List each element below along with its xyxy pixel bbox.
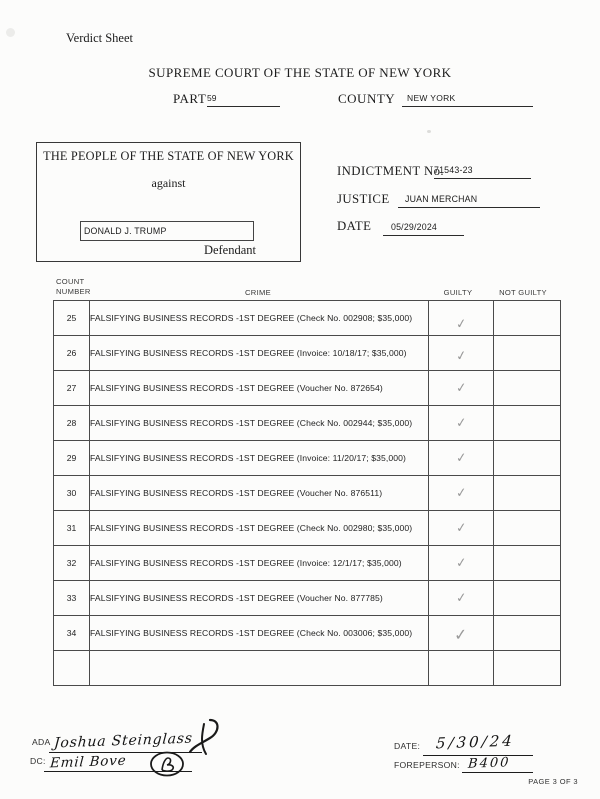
justice-label: JUSTICE (337, 192, 390, 206)
count-cell: 29 (54, 441, 90, 476)
guilty-checkmark-icon: ✓ (454, 347, 468, 365)
foreperson-label: FOREPERSON: (394, 760, 460, 770)
guilty-checkmark-icon: ✓ (454, 554, 468, 572)
guilty-checkmark-icon: ✓ (454, 379, 468, 397)
guilty-checkmark-icon: ✓ (454, 414, 468, 432)
defendant-name: DONALD J. TRUMP (84, 226, 167, 236)
guilty-cell (429, 441, 494, 476)
not-guilty-cell (494, 546, 561, 581)
crime-cell: FALSIFYING BUSINESS RECORDS -1ST DEGREE (Voucher No. 876511) (90, 476, 429, 511)
guilty-cell (429, 406, 494, 441)
guilty-cell (429, 651, 494, 686)
foreperson-line (462, 772, 533, 773)
not-guilty-cell (494, 651, 561, 686)
crime-cell: FALSIFYING BUSINESS RECORDS -1ST DEGREE (Check No. 002944; $35,000) (90, 406, 429, 441)
justice-name: JUAN MERCHAN (398, 194, 540, 208)
table-row (54, 371, 561, 406)
count-cell: 26 (54, 336, 90, 371)
scan-artifact (6, 28, 15, 37)
page-number: PAGE 3 OF 3 (528, 777, 578, 786)
guilty-cell (429, 336, 494, 371)
guilty-cell (429, 301, 494, 336)
dc-signature: Emil Bove (49, 752, 127, 772)
part-value: 59 (207, 93, 280, 107)
signing-date-label: DATE: (394, 741, 421, 751)
guilty-checkmark-icon: ✓ (454, 589, 468, 607)
column-header-count: COUNT NUMBER (56, 277, 91, 296)
count-cell: 31 (54, 511, 90, 546)
not-guilty-cell (494, 476, 561, 511)
crime-cell: FALSIFYING BUSINESS RECORDS -1ST DEGREE (Check No. 002980; $35,000) (90, 511, 429, 546)
guilty-cell (429, 476, 494, 511)
scan-artifact (427, 130, 431, 133)
guilty-cell (429, 616, 494, 651)
verdict-table-body (54, 301, 561, 686)
count-cell: 27 (54, 371, 90, 406)
guilty-checkmark-icon: ✓ (454, 484, 468, 502)
monogram-circle-icon (148, 750, 188, 780)
guilty-cell (429, 581, 494, 616)
table-row (54, 546, 561, 581)
table-row (54, 406, 561, 441)
not-guilty-cell (494, 616, 561, 651)
defendant-label: Defendant (203, 243, 256, 257)
column-header-crime: CRIME (245, 288, 271, 297)
crime-cell: FALSIFYING BUSINESS RECORDS -1ST DEGREE (Invoice: 10/18/17; $35,000) (90, 336, 429, 371)
against-text: against (151, 176, 186, 190)
guilty-checkmark-icon: ✓ (454, 315, 468, 333)
guilty-cell (429, 371, 494, 406)
part-label: PART (173, 91, 207, 106)
sheet-label: Verdict Sheet (66, 31, 133, 45)
court-title: SUPREME COURT OF THE STATE OF NEW YORK (148, 65, 452, 80)
not-guilty-cell (494, 371, 561, 406)
table-row (54, 476, 561, 511)
signing-date-value: 5/30/24 (435, 731, 516, 753)
count-cell: 34 (54, 616, 90, 651)
guilty-checkmark-icon: ✓ (454, 449, 468, 467)
case-caption-box (36, 142, 301, 262)
verdict-table (53, 300, 561, 686)
count-cell (54, 651, 90, 686)
crime-cell: FALSIFYING BUSINESS RECORDS -1ST DEGREE (Voucher No. 877785) (90, 581, 429, 616)
crime-cell: FALSIFYING BUSINESS RECORDS -1ST DEGREE (Check No. 003006; $35,000) (90, 616, 429, 651)
not-guilty-cell (494, 441, 561, 476)
crime-cell: FALSIFYING BUSINESS RECORDS -1ST DEGREE (Invoice: 11/20/17; $35,000) (90, 441, 429, 476)
not-guilty-cell (494, 511, 561, 546)
county-label: COUNTY (338, 91, 396, 106)
table-row (54, 616, 561, 651)
ada-label: ADA (32, 737, 51, 747)
plaintiff-name: THE PEOPLE OF THE STATE OF NEW YORK (43, 149, 294, 163)
table-row (54, 301, 561, 336)
county-value: NEW YORK (402, 93, 533, 107)
crime-cell: FALSIFYING BUSINESS RECORDS -1ST DEGREE (Invoice: 12/1/17; $35,000) (90, 546, 429, 581)
column-header-guilty: GUILTY (443, 288, 473, 297)
table-row (54, 581, 561, 616)
not-guilty-cell (494, 336, 561, 371)
table-row (54, 336, 561, 371)
crime-cell (90, 651, 429, 686)
table-row (54, 441, 561, 476)
table-row (54, 651, 561, 686)
guilty-checkmark-icon: ✓ (454, 519, 468, 537)
not-guilty-cell (494, 301, 561, 336)
count-cell: 33 (54, 581, 90, 616)
count-cell: 28 (54, 406, 90, 441)
not-guilty-cell (494, 581, 561, 616)
defendant-name-box (80, 221, 254, 241)
count-cell: 25 (54, 301, 90, 336)
count-cell: 30 (54, 476, 90, 511)
guilty-checkmark-icon: ✓ (453, 624, 469, 644)
foreperson-value: B400 (467, 755, 511, 772)
guilty-cell (429, 511, 494, 546)
date-value: 05/29/2024 (383, 222, 464, 236)
count-cell: 32 (54, 546, 90, 581)
table-row (54, 511, 561, 546)
date-label: DATE (337, 219, 372, 233)
crime-cell: FALSIFYING BUSINESS RECORDS -1ST DEGREE (Voucher No. 872654) (90, 371, 429, 406)
not-guilty-cell (494, 406, 561, 441)
guilty-cell (429, 546, 494, 581)
dc-label: DC: (30, 756, 46, 766)
column-header-not-guilty: NOT GUILTY (499, 288, 547, 297)
indictment-number: 71543-23 (434, 165, 531, 179)
ada-signature: Joshua Steinglass (53, 730, 194, 752)
crime-cell: FALSIFYING BUSINESS RECORDS -1ST DEGREE (Check No. 002908; $35,000) (90, 301, 429, 336)
indictment-label: INDICTMENT No. (337, 164, 445, 178)
